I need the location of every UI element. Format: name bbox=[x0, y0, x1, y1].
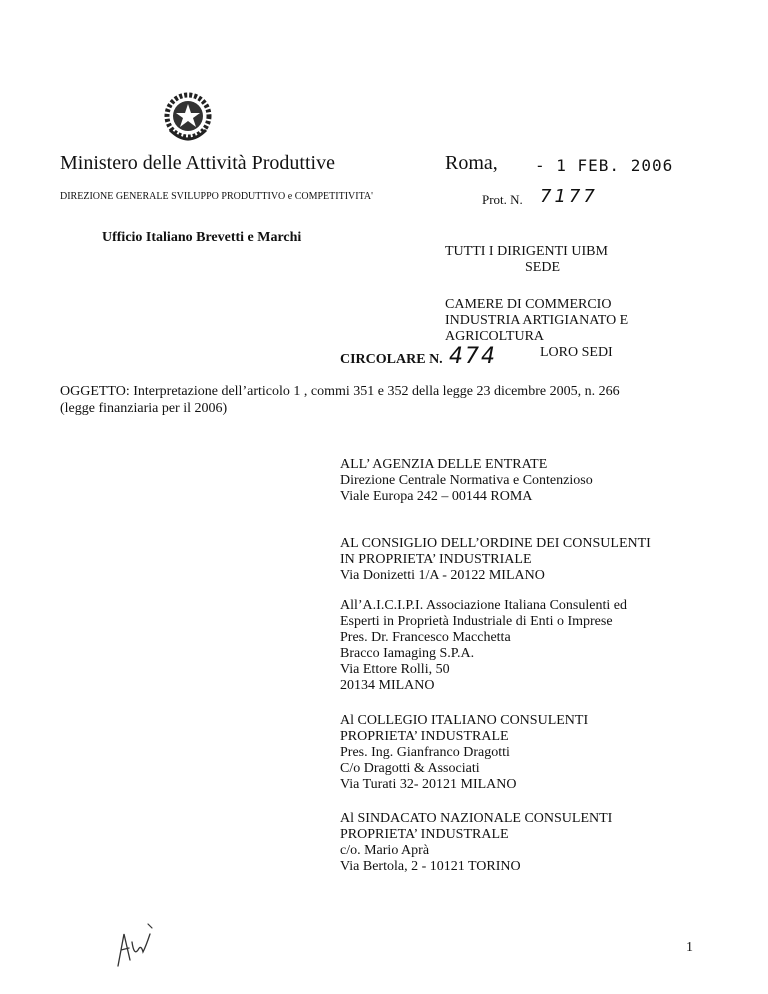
addressee-line: Pres. Dr. Francesco Macchetta bbox=[340, 630, 511, 645]
subject-line: (legge finanziaria per il 2006) bbox=[60, 401, 228, 416]
addressee-line: C/o Dragotti & Associati bbox=[340, 761, 480, 776]
ministry-name: Ministero delle Attività Produttive bbox=[60, 152, 335, 174]
addressee-sindacato-nazionale bbox=[340, 811, 612, 875]
addressee-line: Viale Europa 242 – 00144 ROMA bbox=[340, 489, 533, 504]
recipient-line: TUTTI I DIRIGENTI UIBM bbox=[445, 244, 608, 259]
addressee-line: All’A.I.C.I.P.I. Associazione Italiana Consulenti ed bbox=[340, 598, 627, 613]
addressee-line: Al SINDACATO NAZIONALE CONSULENTI bbox=[340, 811, 613, 826]
addressee-line: Via Ettore Rolli, 50 bbox=[340, 662, 450, 677]
republic-emblem bbox=[164, 92, 212, 144]
page-number: 1 bbox=[686, 940, 693, 955]
office-name: Ufficio Italiano Brevetti e Marchi bbox=[102, 230, 302, 245]
city-label: Roma, bbox=[445, 152, 498, 174]
handwritten-initials bbox=[114, 920, 158, 972]
addressee-agenzia-entrate bbox=[340, 457, 593, 505]
circolare-number: 474 bbox=[449, 344, 497, 369]
recipient-dirigenti bbox=[445, 244, 608, 276]
addressee-line: AL CONSIGLIO DELL’ORDINE DEI CONSULENTI bbox=[340, 536, 651, 551]
addressee-consiglio-ordine bbox=[340, 536, 651, 584]
addressee-line: Bracco Iamaging S.P.A. bbox=[340, 646, 475, 661]
protocol-number: 7177 bbox=[540, 186, 598, 207]
recipient-line: LORO SEDI bbox=[540, 345, 613, 360]
date-stamp: - 1 FEB. 2006 bbox=[535, 156, 674, 175]
addressee-line: IN PROPRIETA’ INDUSTRIALE bbox=[340, 552, 532, 567]
recipient-line: AGRICOLTURA bbox=[445, 329, 545, 344]
subject-line: OGGETTO: Interpretazione dell’articolo 1 , commi 351 e 352 della legge 23 dicembre 2005, n. 266 bbox=[60, 384, 620, 399]
protocol-label: Prot. N. bbox=[482, 192, 523, 207]
addressee-line: 20134 MILANO bbox=[340, 678, 435, 693]
recipient-line: CAMERE DI COMMERCIO bbox=[445, 297, 612, 312]
recipient-line: SEDE bbox=[525, 260, 560, 275]
addressee-aicipi bbox=[340, 598, 627, 694]
addressee-line: Pres. Ing. Gianfranco Dragotti bbox=[340, 745, 510, 760]
addressee-line: Via Turati 32- 20121 MILANO bbox=[340, 777, 517, 792]
addressee-line: Via Donizetti 1/A - 20122 MILANO bbox=[340, 568, 545, 583]
addressee-line: Via Bertola, 2 - 10121 TORINO bbox=[340, 859, 521, 874]
addressee-line: c/o. Mario Aprà bbox=[340, 843, 430, 858]
addressee-line: PROPRIETA’ INDUSTRALE bbox=[340, 827, 509, 842]
addressee-line: Esperti in Proprietà Industriale di Enti o Imprese bbox=[340, 614, 613, 629]
circolare-label: CIRCOLARE N. bbox=[340, 352, 443, 367]
addressee-line: Direzione Centrale Normativa e Contenzioso bbox=[340, 473, 593, 488]
addressee-line: Al COLLEGIO ITALIANO CONSULENTI bbox=[340, 713, 589, 728]
recipient-line: INDUSTRIA ARTIGIANATO E bbox=[445, 313, 629, 328]
addressee-collegio-italiano bbox=[340, 713, 588, 793]
addressee-line: ALL’ AGENZIA DELLE ENTRATE bbox=[340, 457, 548, 472]
addressee-line: PROPRIETA’ INDUSTRALE bbox=[340, 729, 509, 744]
directorate-name: DIREZIONE GENERALE SVILUPPO PRODUTTIVO e COMPETITIVITA' bbox=[60, 191, 373, 202]
